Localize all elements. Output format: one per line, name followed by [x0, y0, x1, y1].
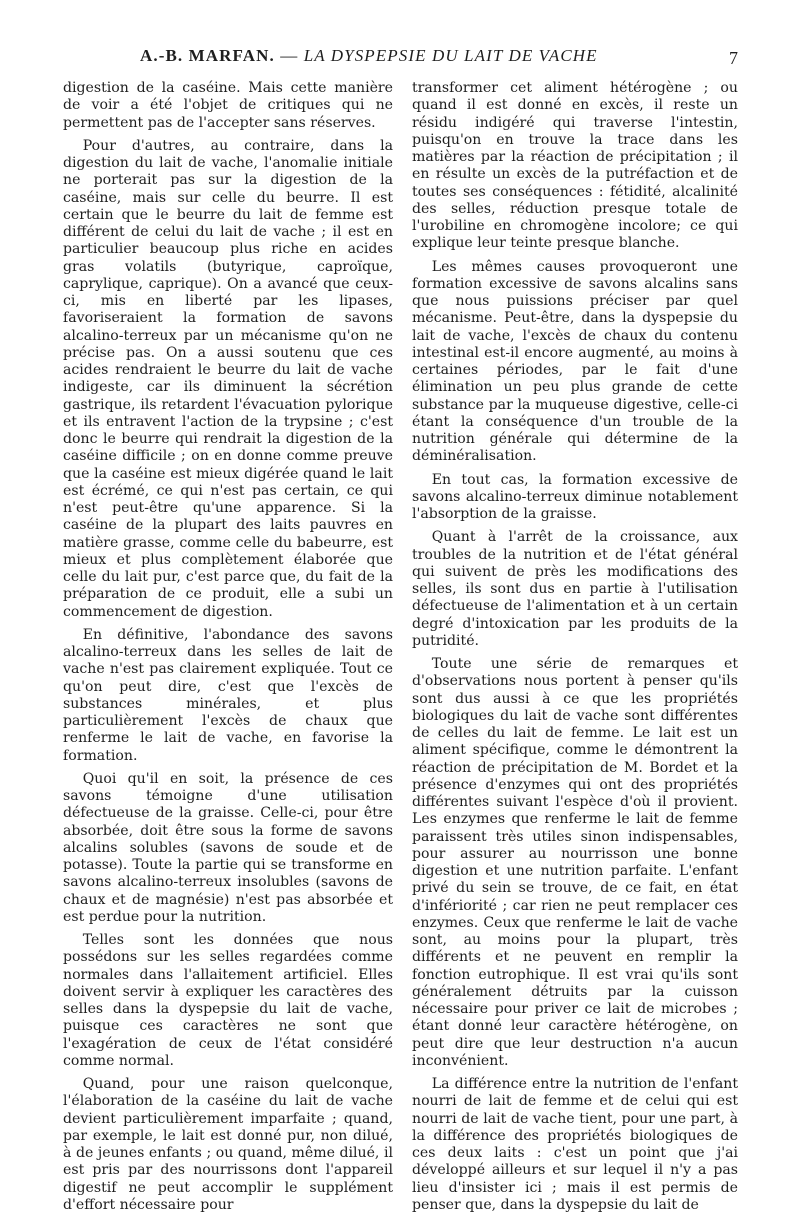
- paragraph: Quoi qu'il en soit, la présence de ces savons témoigne d'une utilisation défectueuse de la graisse. Celle-ci, pour être absorbée, doit être sous la forme de savons alcalins solubles (savons de soude et de potasse). Toute la partie qui se transforme en savons alcalino-terreux insolubles (savons de chaux et de magnésie) n'est pas absorbée et est perdue pour la nutrition.: [63, 770, 393, 925]
- paragraph: Telles sont les données que nous possédons sur les selles regardées comme normales dans l'allaitement artificiel. Elles doivent servir à expliquer les caractères des selles dans la dyspepsie du lait de vache, puisque ces caractères ne sont que l'exagération de ceux de l'état considéré comme normal.: [63, 932, 393, 1069]
- page-number: 7: [729, 48, 738, 68]
- paragraph: La différence entre la nutrition de l'enfant nourri de lait de femme et de celui qui est nourri de lait de vache tient, pour une part, à la différence des propriétés biologiques de ces deux laits : c'est un point que j'ai développé ailleurs et sur lequel il n'y a pas lieu d'insister ici ; mais il est permis de penser que, dans la dyspepsie du lait de: [412, 1076, 738, 1213]
- paragraph: En tout cas, la formation excessive de savons alcalino-terreux diminue notablement l'absorption de la graisse.: [412, 471, 738, 522]
- running-header: [52, 46, 752, 76]
- paragraph: transformer cet aliment hétérogène ; ou quand il est donné en excès, il reste un résidu indigéré qui traverse l'intestin, puisqu'on en trouve la trace dans les matières par la réaction de précipitation ; il en résulte un excès de la putréfaction et de toutes ses conséquences : fétidité, alcalinité des selles, réduction presque totale de l'urobiline en chromogène incolore; ce qui explique leur teinte presque blanche.: [412, 80, 738, 252]
- left-column: [63, 80, 393, 1220]
- paragraph: Quant à l'arrêt de la croissance, aux troubles de la nutrition et de l'état général qui suivent de près les modifications des selles, ils sont dus en partie à l'utilisation défectueuse de l'alimentation et à un certain degré d'intoxication par les produits de la putridité.: [412, 529, 738, 649]
- paragraph: Pour d'autres, au contraire, dans la digestion du lait de vache, l'anomalie initiale ne porterait pas sur la digestion de la caséine, mais sur celle du beurre. Il est certain que le beurre du lait de femme est différent de celui du lait de vache ; il est en particulier beaucoup plus riche en acides gras volatils (butyrique, caproïque, caprylique, caprique). On a avancé que ceux-ci, mis en liberté par les lipases, favoriseraient la formation de savons alcalino-terreux par un mécanisme qu'on ne précise pas. On a aussi soutenu que ces acides rendraient le beurre du lait de vache indigeste, car ils diminuent la sécrétion gastrique, ils retardent l'évacuation pylorique et ils entravent l'action de la trypsine ; c'est donc le beurre qui rendrait la digestion de la caséine difficile ; on en donne comme preuve que la caséine est mieux digérée quand le lait est écrémé, ce qui n'est pas certain, ce qui n'est peut-être qu'une apparence. Si la caséine de la plupart des laits pauvres en matière grasse, comme celle du babeurre, est mieux et plus complètement élaborée que celle du lait pur, c'est parce que, du fait de la préparation de ce produit, elle a subi un commencement de digestion.: [63, 137, 393, 620]
- header-dash: —: [280, 46, 299, 65]
- paragraph: Quand, pour une raison quelconque, l'élaboration de la caséine du lait de vache devient particulièrement imparfaite ; quand, par exemple, le lait est donné pur, non dilué, à de jeunes enfants ; ou quand, même dilué, il est pris par des nourrissons dont l'appareil digestif ne peut accomplir le supplément d'effort nécessaire pour: [63, 1076, 393, 1213]
- paragraph: Les mêmes causes provoqueront une formation excessive de savons alcalins sans que nous puissions préciser par quel mécanisme. Peut-être, dans la dyspepsie du lait de vache, l'excès de chaux du contenu intestinal est-il encore augmenté, au moins à certaines périodes, par le fait d'une élimination un peu plus grande de cette substance par la muqueuse digestive, celle-ci étant la conséquence d'un trouble de la nutrition générale qui détermine de la déminéralisation.: [412, 258, 738, 465]
- paragraph: En définitive, l'abondance des savons alcalino-terreux dans les selles de lait de vache n'est pas clairement expliquée. Tout ce qu'on peut dire, c'est que l'excès de substances minérales, et plus particulièrement l'excès de chaux que renferme le lait de vache, en favorise la formation.: [63, 626, 393, 764]
- paragraph: Toute une série de remarques et d'observations nous portent à penser qu'ils sont dus aussi à ce que les propriétés biologiques du lait de vache sont différentes de celles du lait de femme. Le lait est un aliment spécifique, comme le démontrent la réaction de précipitation de M. Bordet et la présence d'enzymes qui ont des propriétés différentes suivant l'espèce d'où il provient. Les enzymes que renferme le lait de femme paraissent très utiles sinon indispensables, pour assurer au nourrisson une bonne digestion et une nutrition parfaite. L'enfant privé du sein se trouve, de ce fait, en état d'infériorité ; car rien ne peut remplacer ces enzymes. Ceux que renferme le lait de vache sont, au moins pour la plupart, très différents et ne peuvent en remplir la fonction eutrophique. Il est vrai qu'ils sont généralement détruits par la cuisson nécessaire pour priver ce lait de microbes ; étant donné leur caractère hétérogène, on peut dire que leur destruction n'a aucun inconvénient.: [412, 656, 738, 1069]
- article-title: LA DYSPEPSIE DU LAIT DE VACHE: [303, 46, 598, 65]
- running-title: [140, 46, 598, 66]
- author-name: A.-B. MARFAN.: [140, 46, 275, 65]
- right-column: [412, 80, 738, 1220]
- paragraph: digestion de la caséine. Mais cette manière de voir a été l'objet de critiques qui ne permettent pas de l'accepter sans réserves.: [63, 80, 393, 131]
